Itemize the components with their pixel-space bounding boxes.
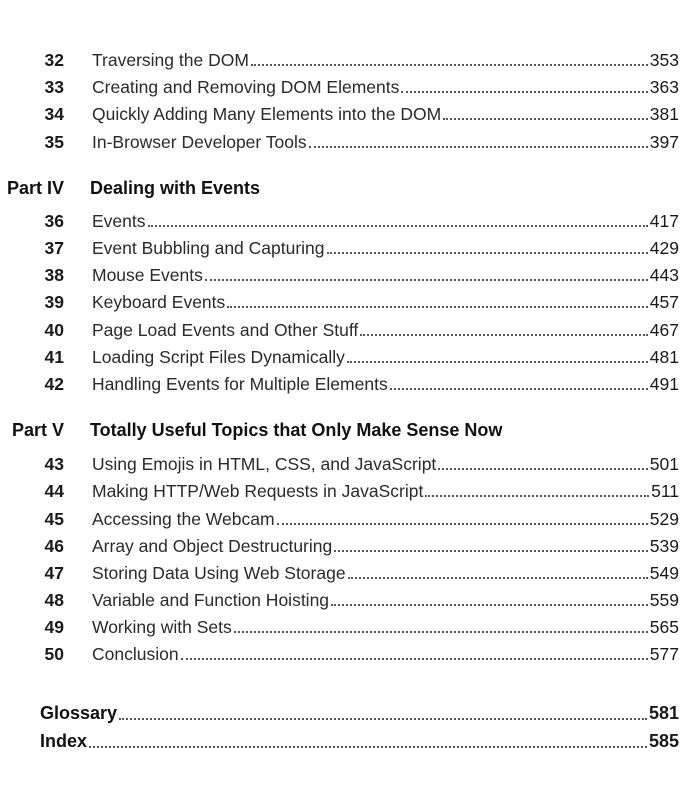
chapter-title: Making HTTP/Web Requests in JavaScript [92,481,424,501]
chapter-number: 48 [44,590,64,610]
chapter-number: 45 [44,509,64,529]
chapter-title: Creating and Removing DOM Elements [92,77,400,97]
chapter-number: 49 [44,617,64,637]
chapter-title: Event Bubbling and Capturing [92,238,325,258]
toc-entry-41[interactable] [0,345,683,369]
page-number: 501 [649,454,679,474]
chapter-number: 37 [44,238,64,258]
chapter-title: Handling Events for Multiple Elements [92,374,388,394]
toc-entry-36[interactable] [0,209,683,233]
dot-leader [119,718,647,720]
toc-entry-glossary[interactable] [0,700,683,726]
back-matter-title: Glossary [40,703,118,723]
dot-leader [334,550,648,552]
dot-leader [227,306,648,308]
toc-entry-44[interactable] [0,479,683,503]
chapter-title: Array and Object Destructuring [92,536,333,556]
page-number: 467 [649,320,679,340]
part-label: Part IV [6,178,64,198]
chapter-title: Accessing the Webcam [92,509,275,529]
chapter-title: Using Emojis in HTML, CSS, and JavaScript [92,454,437,474]
page-number: 397 [649,132,679,152]
toc-entry-35[interactable] [0,130,683,154]
page-number: 481 [649,347,679,367]
page-number: 565 [649,617,679,637]
dot-leader [390,388,648,390]
chapter-number: 41 [44,347,64,367]
page-number: 577 [649,644,679,664]
page-number: 381 [649,104,679,124]
chapter-number: 47 [44,563,64,583]
part-heading-v [0,417,683,443]
dot-leader [360,334,648,336]
chapter-title: Loading Script Files Dynamically [92,347,345,367]
dot-leader [234,631,648,633]
dot-leader [89,746,647,748]
dot-leader [401,91,647,93]
dot-leader [425,495,649,497]
toc-entry-33[interactable] [0,75,683,99]
chapter-number: 50 [44,644,64,664]
chapter-title: Quickly Adding Many Elements into the DOM [92,104,442,124]
chapter-title: Mouse Events [92,265,203,285]
dot-leader [148,225,648,227]
toc-entry-47[interactable] [0,561,683,585]
chapter-number: 44 [44,481,64,501]
part-heading-iv [0,175,683,201]
dot-leader [251,64,648,66]
chapter-number: 34 [44,104,64,124]
page-number: 417 [649,211,679,231]
toc-entry-34[interactable] [0,102,683,126]
page-number: 511 [651,481,679,501]
dot-leader [348,577,648,579]
toc-entry-37[interactable] [0,236,683,260]
page-number: 585 [648,731,679,751]
chapter-title: Storing Data Using Web Storage [92,563,346,583]
chapter-title: Keyboard Events [92,292,226,312]
dot-leader [181,658,648,660]
page-number: 581 [648,703,679,723]
part-title: Dealing with Events [90,178,261,198]
dot-leader [438,468,648,470]
chapter-title: Variable and Function Hoisting [92,590,330,610]
toc-entry-40[interactable] [0,318,683,342]
toc-entry-index[interactable] [0,728,683,754]
chapter-title: Events [92,211,146,231]
toc-entry-46[interactable] [0,534,683,558]
chapter-number: 38 [44,265,64,285]
dot-leader [327,252,648,254]
dot-leader [443,118,648,120]
toc-entry-50[interactable] [0,642,683,666]
chapter-title: Conclusion [92,644,179,664]
chapter-title: In-Browser Developer Tools [92,132,307,152]
part-title: Totally Useful Topics that Only Make Sense Now [90,420,503,440]
chapter-title: Working with Sets [92,617,232,637]
part-label: Part V [11,420,64,440]
toc-entry-39[interactable] [0,290,683,314]
toc-entry-42[interactable] [0,372,683,396]
dot-leader [331,604,648,606]
page-number: 363 [649,77,679,97]
dot-leader [309,146,648,148]
page-number: 549 [649,563,679,583]
dot-leader [205,279,648,281]
chapter-number: 43 [44,454,64,474]
chapter-number: 39 [44,292,64,312]
chapter-number: 33 [44,77,64,97]
chapter-title: Traversing the DOM [92,50,249,70]
toc-entry-49[interactable] [0,615,683,639]
chapter-number: 42 [44,374,64,394]
toc-entry-38[interactable] [0,263,683,287]
page-number: 491 [649,374,679,394]
chapter-number: 35 [44,132,64,152]
page-number: 539 [649,536,679,556]
page-number: 443 [649,265,679,285]
dot-leader [277,523,648,525]
toc-entry-43[interactable] [0,452,683,476]
chapter-number: 46 [44,536,64,556]
page-number: 559 [649,590,679,610]
dot-leader [347,361,648,363]
page-number: 529 [649,509,679,529]
chapter-number: 36 [44,211,64,231]
page-number: 353 [649,50,679,70]
page-number: 457 [649,292,679,312]
back-matter-title: Index [40,731,88,751]
chapter-number: 40 [44,320,64,340]
chapter-title: Page Load Events and Other Stuff [92,320,359,340]
toc-entry-32[interactable] [0,48,683,72]
toc-entry-45[interactable] [0,507,683,531]
toc-entry-48[interactable] [0,588,683,612]
chapter-number: 32 [44,50,64,70]
page-number: 429 [649,238,679,258]
